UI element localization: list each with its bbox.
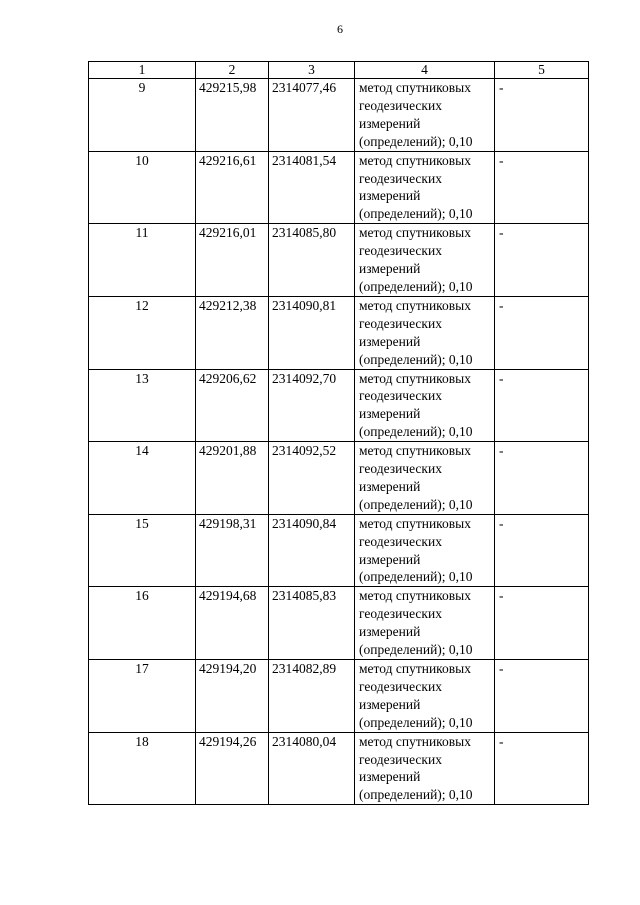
point-number-cell: 11 bbox=[89, 224, 196, 297]
note-cell: - bbox=[495, 660, 589, 733]
method-line: метод спутниковых bbox=[359, 370, 471, 386]
point-number-cell: 18 bbox=[89, 732, 196, 805]
note-cell: - bbox=[495, 151, 589, 224]
point-number-cell: 13 bbox=[89, 369, 196, 442]
method-line: метод спутниковых bbox=[359, 225, 471, 241]
table-row bbox=[89, 514, 589, 587]
method-cell bbox=[355, 369, 495, 442]
method-line: геодезических bbox=[359, 533, 442, 549]
note-cell: - bbox=[495, 369, 589, 442]
method-line: измерений bbox=[359, 261, 421, 277]
method-line: метод спутниковых bbox=[359, 588, 471, 604]
y-coordinate-cell: 2314077,46 bbox=[269, 79, 355, 152]
method-line: метод спутниковых bbox=[359, 80, 471, 95]
point-number-cell: 14 bbox=[89, 442, 196, 515]
table-row bbox=[89, 660, 589, 733]
method-line: геодезических bbox=[359, 97, 442, 113]
method-line: (определений); 0,10 bbox=[359, 787, 473, 803]
method-line: геодезических bbox=[359, 388, 442, 404]
y-coordinate-cell: 2314092,52 bbox=[269, 442, 355, 515]
method-line: измерений bbox=[359, 624, 421, 640]
method-line: метод спутниковых bbox=[359, 661, 471, 676]
method-line: (определений); 0,10 bbox=[359, 569, 473, 585]
table-row bbox=[89, 79, 589, 152]
header-cell-4: 4 bbox=[355, 62, 495, 79]
x-coordinate-cell: 429216,01 bbox=[196, 224, 269, 297]
x-coordinate-cell: 429212,38 bbox=[196, 296, 269, 369]
method-cell bbox=[355, 442, 495, 515]
point-number-cell: 15 bbox=[89, 514, 196, 587]
method-line: измерений bbox=[359, 551, 421, 567]
x-coordinate-cell: 429215,98 bbox=[196, 79, 269, 152]
method-line: (определений); 0,10 bbox=[359, 133, 473, 149]
x-coordinate-cell: 429206,62 bbox=[196, 369, 269, 442]
header-cell-1: 1 bbox=[89, 62, 196, 79]
table-row bbox=[89, 442, 589, 515]
note-cell: - bbox=[495, 587, 589, 660]
table-row bbox=[89, 224, 589, 297]
table-row bbox=[89, 369, 589, 442]
y-coordinate-cell: 2314085,83 bbox=[269, 587, 355, 660]
method-cell bbox=[355, 79, 495, 152]
method-cell bbox=[355, 732, 495, 805]
table-row bbox=[89, 151, 589, 224]
method-line: измерений bbox=[359, 188, 421, 204]
header-cell-2: 2 bbox=[196, 62, 269, 79]
method-line: измерений bbox=[359, 115, 421, 131]
table-row bbox=[89, 296, 589, 369]
x-coordinate-cell: 429194,26 bbox=[196, 732, 269, 805]
method-line: (определений); 0,10 bbox=[359, 642, 473, 658]
method-line: измерений bbox=[359, 478, 421, 494]
x-coordinate-cell: 429216,61 bbox=[196, 151, 269, 224]
method-line: измерений bbox=[359, 769, 421, 785]
x-coordinate-cell: 429198,31 bbox=[196, 514, 269, 587]
method-cell bbox=[355, 587, 495, 660]
x-coordinate-cell: 429201,88 bbox=[196, 442, 269, 515]
method-line: геодезических bbox=[359, 243, 442, 259]
point-number-cell: 12 bbox=[89, 296, 196, 369]
coordinates-table bbox=[88, 61, 589, 805]
y-coordinate-cell: 2314090,81 bbox=[269, 296, 355, 369]
method-line: (определений); 0,10 bbox=[359, 206, 473, 222]
point-number-cell: 9 bbox=[89, 79, 196, 152]
method-line: геодезических bbox=[359, 315, 442, 331]
method-line: геодезических bbox=[359, 461, 442, 477]
method-line: метод спутниковых bbox=[359, 515, 471, 531]
method-line: метод спутниковых bbox=[359, 733, 471, 749]
header-cell-3: 3 bbox=[269, 62, 355, 79]
note-cell: - bbox=[495, 296, 589, 369]
note-cell: - bbox=[495, 514, 589, 587]
x-coordinate-cell: 429194,20 bbox=[196, 660, 269, 733]
y-coordinate-cell: 2314092,70 bbox=[269, 369, 355, 442]
method-line: (определений); 0,10 bbox=[359, 351, 473, 367]
y-coordinate-cell: 2314081,54 bbox=[269, 151, 355, 224]
x-coordinate-cell: 429194,68 bbox=[196, 587, 269, 660]
method-cell bbox=[355, 660, 495, 733]
header-cell-5: 5 bbox=[495, 62, 589, 79]
y-coordinate-cell: 2314085,80 bbox=[269, 224, 355, 297]
y-coordinate-cell: 2314090,84 bbox=[269, 514, 355, 587]
method-line: геодезических bbox=[359, 751, 442, 767]
method-line: метод спутниковых bbox=[359, 443, 471, 459]
table-header-row bbox=[89, 62, 589, 79]
method-line: метод спутниковых bbox=[359, 152, 471, 168]
note-cell: - bbox=[495, 79, 589, 152]
y-coordinate-cell: 2314080,04 bbox=[269, 732, 355, 805]
point-number-cell: 17 bbox=[89, 660, 196, 733]
method-line: геодезических bbox=[359, 170, 442, 186]
note-cell: - bbox=[495, 224, 589, 297]
method-line: измерений bbox=[359, 406, 421, 422]
note-cell: - bbox=[495, 442, 589, 515]
method-line: (определений); 0,10 bbox=[359, 714, 473, 730]
method-line: геодезических bbox=[359, 606, 442, 622]
method-cell bbox=[355, 514, 495, 587]
y-coordinate-cell: 2314082,89 bbox=[269, 660, 355, 733]
method-line: измерений bbox=[359, 333, 421, 349]
point-number-cell: 16 bbox=[89, 587, 196, 660]
method-line: (определений); 0,10 bbox=[359, 278, 473, 294]
method-line: (определений); 0,10 bbox=[359, 496, 473, 512]
method-line: метод спутниковых bbox=[359, 297, 471, 313]
page-number: 6 bbox=[337, 22, 343, 36]
method-cell bbox=[355, 296, 495, 369]
method-cell bbox=[355, 224, 495, 297]
table-row bbox=[89, 732, 589, 805]
method-line: измерений bbox=[359, 696, 421, 712]
method-cell bbox=[355, 151, 495, 224]
method-line: геодезических bbox=[359, 678, 442, 694]
method-line: (определений); 0,10 bbox=[359, 424, 473, 440]
table-row bbox=[89, 587, 589, 660]
point-number-cell: 10 bbox=[89, 151, 196, 224]
note-cell: - bbox=[495, 732, 589, 805]
